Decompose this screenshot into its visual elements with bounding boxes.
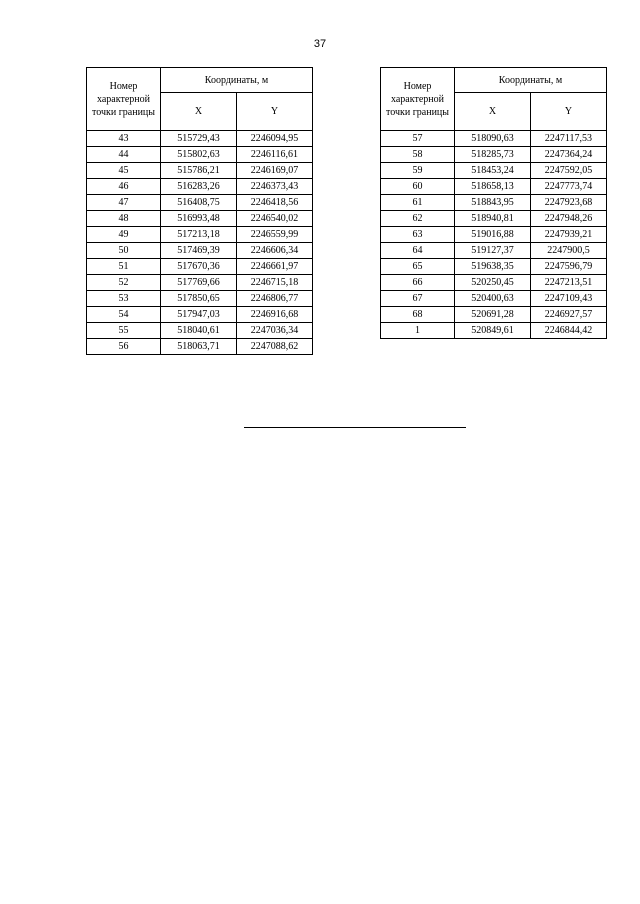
table-row — [87, 323, 313, 339]
x-coordinate-cell: 519638,35 — [455, 259, 531, 275]
table-row — [87, 275, 313, 291]
point-number-cell: 62 — [381, 211, 455, 227]
y-coordinate-cell: 2246540,02 — [237, 211, 313, 227]
point-number-cell: 50 — [87, 243, 161, 259]
point-number-cell: 61 — [381, 195, 455, 211]
y-coordinate-cell: 2246927,57 — [531, 307, 607, 323]
y-coordinate-cell: 2246094,95 — [237, 131, 313, 147]
y-header: Y — [531, 93, 607, 131]
x-coordinate-cell: 518090,63 — [455, 131, 531, 147]
point-number-cell: 64 — [381, 243, 455, 259]
y-coordinate-cell: 2246844,42 — [531, 323, 607, 339]
table-row — [87, 211, 313, 227]
table-row — [381, 211, 607, 227]
x-coordinate-cell: 515802,63 — [161, 147, 237, 163]
point-number-cell: 47 — [87, 195, 161, 211]
x-coordinate-cell: 518063,71 — [161, 339, 237, 355]
y-coordinate-cell: 2247773,74 — [531, 179, 607, 195]
y-coordinate-cell: 2247117,53 — [531, 131, 607, 147]
y-coordinate-cell: 2246606,34 — [237, 243, 313, 259]
table-row — [381, 259, 607, 275]
coordinates-table-right — [380, 67, 607, 339]
x-coordinate-cell: 517213,18 — [161, 227, 237, 243]
point-number-cell: 52 — [87, 275, 161, 291]
x-coordinate-cell: 517947,03 — [161, 307, 237, 323]
x-coordinate-cell: 518843,95 — [455, 195, 531, 211]
point-number-cell: 65 — [381, 259, 455, 275]
point-number-cell: 63 — [381, 227, 455, 243]
y-coordinate-cell: 2246715,18 — [237, 275, 313, 291]
point-number-cell: 48 — [87, 211, 161, 227]
table-row — [87, 227, 313, 243]
page-number: 37 — [313, 38, 327, 50]
table-row — [381, 275, 607, 291]
point-number-cell: 66 — [381, 275, 455, 291]
table-row — [381, 243, 607, 259]
y-coordinate-cell: 2247036,34 — [237, 323, 313, 339]
x-coordinate-cell: 519016,88 — [455, 227, 531, 243]
point-number-header: Номер характерной точки границы — [381, 68, 455, 131]
y-coordinate-cell: 2246559,99 — [237, 227, 313, 243]
end-rule — [244, 427, 466, 428]
point-number-cell: 68 — [381, 307, 455, 323]
coordinates-header: Координаты, м — [455, 68, 607, 93]
table-row — [381, 195, 607, 211]
table-row — [87, 179, 313, 195]
table-row — [87, 131, 313, 147]
table-row — [87, 307, 313, 323]
table-row — [381, 227, 607, 243]
x-coordinate-cell: 520849,61 — [455, 323, 531, 339]
table-body — [381, 131, 607, 339]
y-coordinate-cell: 2246661,97 — [237, 259, 313, 275]
table-row — [381, 307, 607, 323]
y-coordinate-cell: 2247596,79 — [531, 259, 607, 275]
table-row — [87, 339, 313, 355]
x-coordinate-cell: 517670,36 — [161, 259, 237, 275]
table-row — [381, 147, 607, 163]
x-coordinate-cell: 518285,73 — [455, 147, 531, 163]
point-number-cell: 53 — [87, 291, 161, 307]
y-coordinate-cell: 2247900,5 — [531, 243, 607, 259]
point-number-cell: 1 — [381, 323, 455, 339]
point-number-cell: 45 — [87, 163, 161, 179]
x-coordinate-cell: 515786,21 — [161, 163, 237, 179]
table-row — [87, 147, 313, 163]
y-coordinate-cell: 2246418,56 — [237, 195, 313, 211]
point-number-cell: 58 — [381, 147, 455, 163]
coordinates-header: Координаты, м — [161, 68, 313, 93]
y-coordinate-cell: 2247364,24 — [531, 147, 607, 163]
table-row — [87, 195, 313, 211]
x-coordinate-cell: 516283,26 — [161, 179, 237, 195]
x-coordinate-cell: 518040,61 — [161, 323, 237, 339]
y-coordinate-cell: 2246806,77 — [237, 291, 313, 307]
point-number-cell: 67 — [381, 291, 455, 307]
table-row — [87, 243, 313, 259]
y-coordinate-cell: 2247948,26 — [531, 211, 607, 227]
y-coordinate-cell: 2247088,62 — [237, 339, 313, 355]
point-number-cell: 46 — [87, 179, 161, 195]
x-coordinate-cell: 518940,81 — [455, 211, 531, 227]
point-number-cell: 54 — [87, 307, 161, 323]
y-coordinate-cell: 2247939,21 — [531, 227, 607, 243]
point-number-cell: 56 — [87, 339, 161, 355]
y-coordinate-cell: 2246373,43 — [237, 179, 313, 195]
x-coordinate-cell: 520400,63 — [455, 291, 531, 307]
point-number-cell: 60 — [381, 179, 455, 195]
x-coordinate-cell: 517769,66 — [161, 275, 237, 291]
y-header: Y — [237, 93, 313, 131]
point-number-cell: 59 — [381, 163, 455, 179]
point-number-cell: 51 — [87, 259, 161, 275]
x-header: X — [161, 93, 237, 131]
y-coordinate-cell: 2246169,07 — [237, 163, 313, 179]
y-coordinate-cell: 2246916,68 — [237, 307, 313, 323]
x-coordinate-cell: 518453,24 — [455, 163, 531, 179]
x-coordinate-cell: 520250,45 — [455, 275, 531, 291]
table-row — [381, 163, 607, 179]
x-coordinate-cell: 516408,75 — [161, 195, 237, 211]
x-coordinate-cell: 517850,65 — [161, 291, 237, 307]
x-header: X — [455, 93, 531, 131]
point-number-cell: 49 — [87, 227, 161, 243]
table-body — [87, 131, 313, 355]
y-coordinate-cell: 2246116,61 — [237, 147, 313, 163]
x-coordinate-cell: 517469,39 — [161, 243, 237, 259]
point-number-cell: 44 — [87, 147, 161, 163]
x-coordinate-cell: 516993,48 — [161, 211, 237, 227]
point-number-cell: 43 — [87, 131, 161, 147]
x-coordinate-cell: 515729,43 — [161, 131, 237, 147]
table-row — [381, 291, 607, 307]
y-coordinate-cell: 2247213,51 — [531, 275, 607, 291]
table-row — [381, 131, 607, 147]
x-coordinate-cell: 520691,28 — [455, 307, 531, 323]
table-row — [87, 163, 313, 179]
y-coordinate-cell: 2247109,43 — [531, 291, 607, 307]
y-coordinate-cell: 2247923,68 — [531, 195, 607, 211]
coordinates-table-left — [86, 67, 313, 355]
point-number-header: Номер характерной точки границы — [87, 68, 161, 131]
x-coordinate-cell: 519127,37 — [455, 243, 531, 259]
table-row — [381, 179, 607, 195]
point-number-cell: 55 — [87, 323, 161, 339]
point-number-cell: 57 — [381, 131, 455, 147]
table-row — [381, 323, 607, 339]
x-coordinate-cell: 518658,13 — [455, 179, 531, 195]
y-coordinate-cell: 2247592,05 — [531, 163, 607, 179]
table-row — [87, 291, 313, 307]
table-row — [87, 259, 313, 275]
